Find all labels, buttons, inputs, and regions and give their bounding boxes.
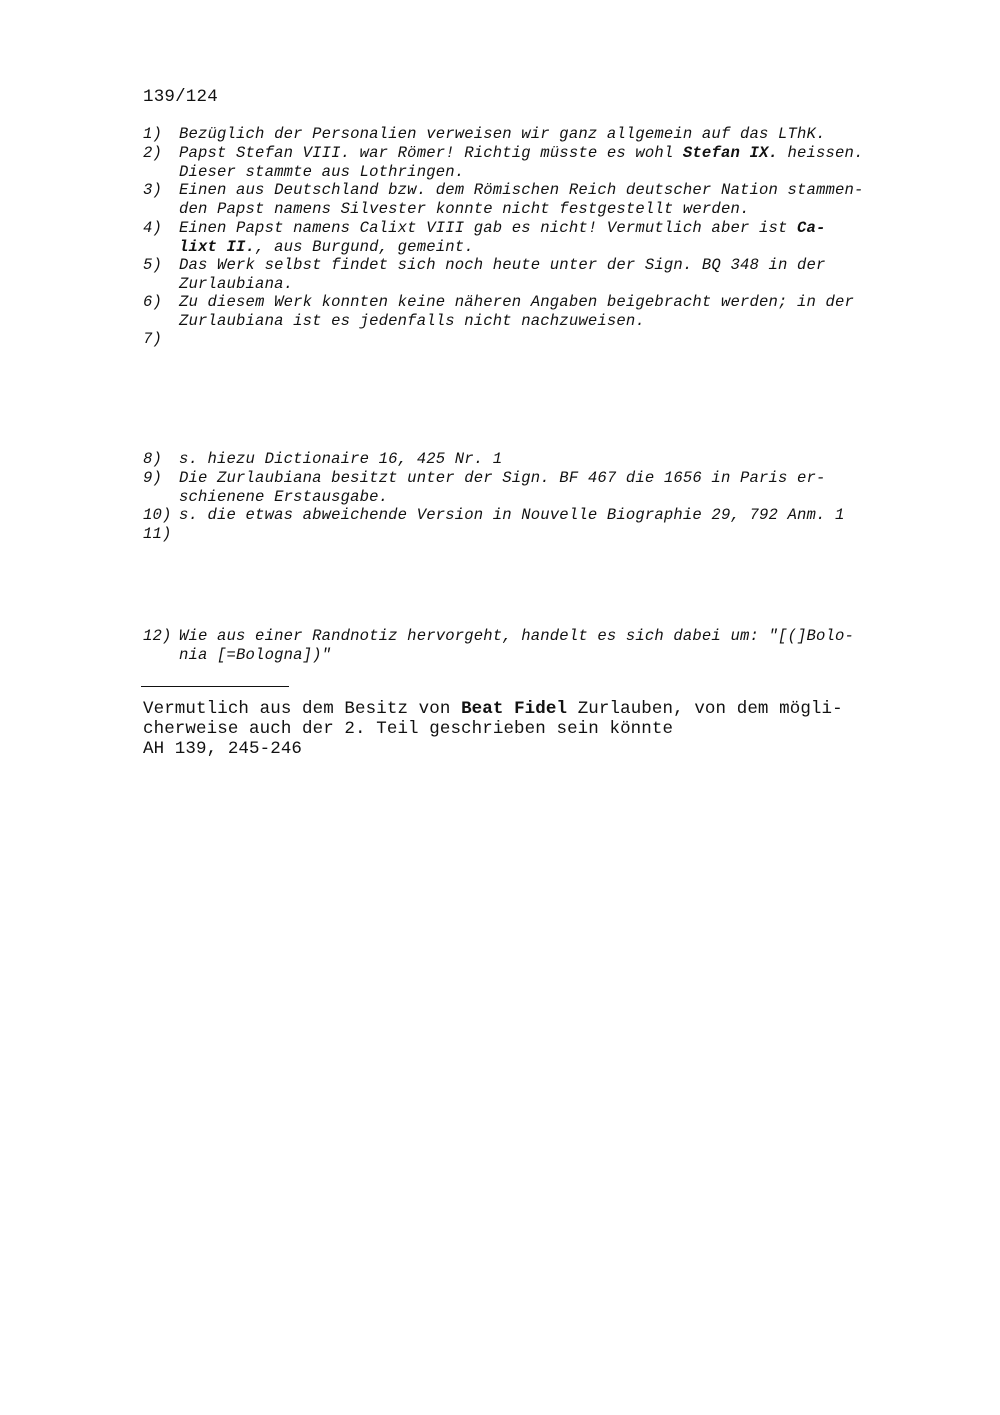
note-number: 12) <box>143 627 172 645</box>
text-segment: Bezüglich der Personalien verweisen wir ganz allgemein auf das LThK. <box>179 125 826 143</box>
note-number: 3) <box>143 181 163 199</box>
note-item <box>143 256 923 293</box>
note-number: 1) <box>143 125 163 143</box>
note-line <box>143 312 923 331</box>
text-segment: Zu diesem Werk konnten keine näheren Angaben beigebracht werden; in der <box>179 293 855 311</box>
note-item <box>143 450 923 469</box>
text-segment: s. hiezu Dictionaire 16, 425 Nr. 1 <box>179 450 503 468</box>
text-segment: s. die etwas abweichende Version in Nouvelle Biographie 29, 792 Anm. 1 <box>179 506 845 524</box>
note-item <box>143 125 923 144</box>
text-segment: den Papst namens Silvester konnte nicht festgestellt werden. <box>179 199 750 218</box>
note-item <box>143 469 923 506</box>
footnote-divider <box>141 686 289 687</box>
footnote <box>143 699 843 759</box>
note-item <box>143 627 923 664</box>
note-line <box>143 256 923 275</box>
note-item <box>143 144 923 181</box>
text-segment: cherweise auch der 2. Teil geschrieben sein könnte <box>143 719 674 739</box>
text-segment: Das Werk selbst findet sich noch heute unter der Sign. BQ 348 in der <box>179 256 826 274</box>
note-item <box>143 293 923 330</box>
emphasis-text: Beat Fidel <box>461 699 568 719</box>
note-line <box>143 275 923 294</box>
note-line <box>143 219 923 238</box>
note-number: 2) <box>143 144 163 162</box>
text-segment: Einen aus Deutschland bzw. dem Römischen Reich deutscher Nation stammen- <box>179 181 864 199</box>
text-segment: Zurlaubiana ist es jedenfalls nicht nachzuweisen. <box>179 311 645 330</box>
text-segment: Einen Papst namens Calixt VIII gab es nicht! Vermutlich aber ist <box>179 219 798 237</box>
note-number: 5) <box>143 256 163 274</box>
note-line <box>143 450 923 469</box>
page-number: 139/124 <box>143 87 218 107</box>
note-item <box>143 181 923 218</box>
text-segment: Zurlaubiana. <box>179 274 294 293</box>
emphasis-text: Ca- <box>797 219 826 237</box>
note-line <box>143 627 923 646</box>
text-segment: AH 139, 245-246 <box>143 739 303 759</box>
note-item <box>143 219 923 256</box>
text-segment: Zurlauben, von dem mögli- <box>567 699 843 719</box>
emphasis-text: lixt II. <box>179 237 256 256</box>
text-segment: schienene Erstausgabe. <box>179 487 389 506</box>
text-segment: heissen. <box>778 144 864 162</box>
note-number: 11) <box>143 525 172 543</box>
note-item <box>143 506 923 525</box>
note-number: 9) <box>143 469 163 487</box>
text-segment: Die Zurlaubiana besitzt unter der Sign. BF 467 die 1656 in Paris er- <box>179 469 826 487</box>
emphasis-text: Stefan IX. <box>682 144 778 162</box>
note-line <box>143 293 923 312</box>
text-segment: Papst Stefan VIII. war Römer! Richtig müsste es wohl <box>179 144 683 162</box>
note-line <box>143 469 923 488</box>
note-line <box>143 200 923 219</box>
note-line <box>143 506 923 525</box>
text-segment: nia [=Bologna])" <box>179 645 332 664</box>
note-line <box>143 181 923 200</box>
note-line <box>143 488 923 507</box>
note-number: 4) <box>143 219 163 237</box>
note-line <box>143 144 923 163</box>
note-line <box>143 125 923 144</box>
text-segment: , aus Burgund, gemeint. <box>255 237 474 256</box>
note-line <box>143 238 923 257</box>
text-segment: Wie aus einer Randnotiz hervorgeht, handelt es sich dabei um: "[(]Bolo- <box>179 627 855 645</box>
text-segment: Vermutlich aus dem Besitz von <box>143 699 462 719</box>
note-number: 6) <box>143 293 163 311</box>
note-number: 10) <box>143 506 172 524</box>
text-segment: Dieser stammte aus Lothringen. <box>179 162 465 181</box>
note-number: 7) <box>143 330 163 348</box>
note-number: 8) <box>143 450 163 468</box>
note-line <box>143 646 923 665</box>
footnote-line <box>143 739 843 759</box>
note-line <box>143 163 923 182</box>
footnote-line <box>143 699 843 719</box>
footnote-line <box>143 719 843 739</box>
